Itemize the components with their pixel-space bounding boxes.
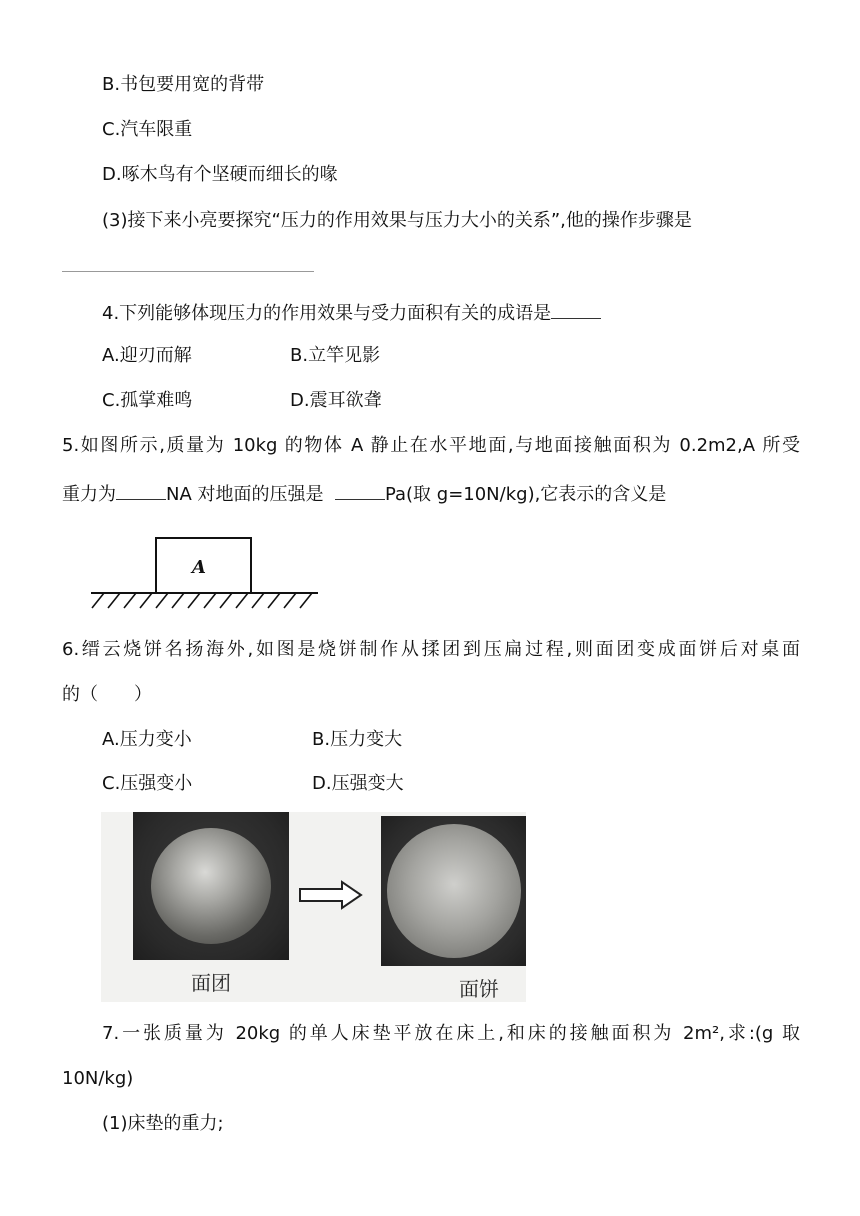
q6-line1: 6.缙云烧饼名扬海外,如图是烧饼制作从揉团到压扁过程,则面团变成面饼后对桌面 [62, 639, 800, 660]
q6-option-c: C.压强变小 [102, 773, 193, 794]
q4-answer-blank [551, 298, 601, 319]
flat-cake [387, 824, 521, 958]
q7-line2: 10N/kg) [62, 1068, 134, 1089]
q4-stem [102, 298, 601, 327]
block-on-ground-figure [86, 532, 326, 618]
caption-cake: 面饼 [459, 977, 499, 1001]
q3-answer-line [62, 271, 314, 272]
dough-ball-photo [133, 812, 289, 960]
q3-option-c: C.汽车限重 [102, 119, 193, 140]
q4-stem-text: 4.下列能够体现压力的作用效果与受力面积有关的成语是 [102, 303, 552, 324]
dough-photo-figure [101, 812, 526, 1002]
block-a-label: A [192, 557, 206, 578]
q7-sub1: (1)床垫的重力; [102, 1113, 224, 1134]
caption-dough: 面团 [191, 971, 231, 995]
q5-blank-pressure [335, 479, 385, 500]
q5-line2 [62, 479, 666, 508]
q4-option-d: D.震耳欲聋 [290, 390, 382, 411]
ground-hatching [92, 593, 312, 608]
q5-text-gravity: 重力为 [62, 484, 116, 505]
q5-text-meaning: Pa(取 g=10N/kg),它表示的含义是 [384, 484, 667, 505]
q5-line1: 5.如图所示,质量为 10kg 的物体 A 静止在水平地面,与地面接触面积为 0.2m2,A 所受 [62, 435, 800, 456]
q6-line2: 的（ ） [62, 684, 152, 705]
q4-option-a: A.迎刃而解 [102, 345, 192, 366]
q3-sub3-prompt: (3)接下来小亮要探究“压力的作用效果与压力大小的关系”,他的操作步骤是 [102, 210, 692, 231]
arrow-right-icon [298, 880, 364, 910]
q6-option-d: D.压强变大 [312, 773, 404, 794]
flat-cake-photo [381, 816, 526, 966]
q3-option-d: D.啄木鸟有个坚硬而细长的喙 [102, 164, 338, 185]
dough-ball [151, 828, 271, 944]
q3-option-b: B.书包要用宽的背带 [102, 74, 265, 95]
q7-line1: 7.一张质量为 20kg 的单人床垫平放在床上,和床的接触面积为 2m²,求:(g 取 [102, 1023, 800, 1044]
q6-option-a: A.压力变小 [102, 729, 192, 750]
q4-option-c: C.孤掌难鸣 [102, 390, 193, 411]
q5-text-pressure: NA 对地面的压强是 [166, 484, 324, 505]
q4-option-b: B.立竿见影 [290, 345, 381, 366]
q6-option-b: B.压力变大 [312, 729, 403, 750]
q5-blank-gravity [116, 479, 166, 500]
